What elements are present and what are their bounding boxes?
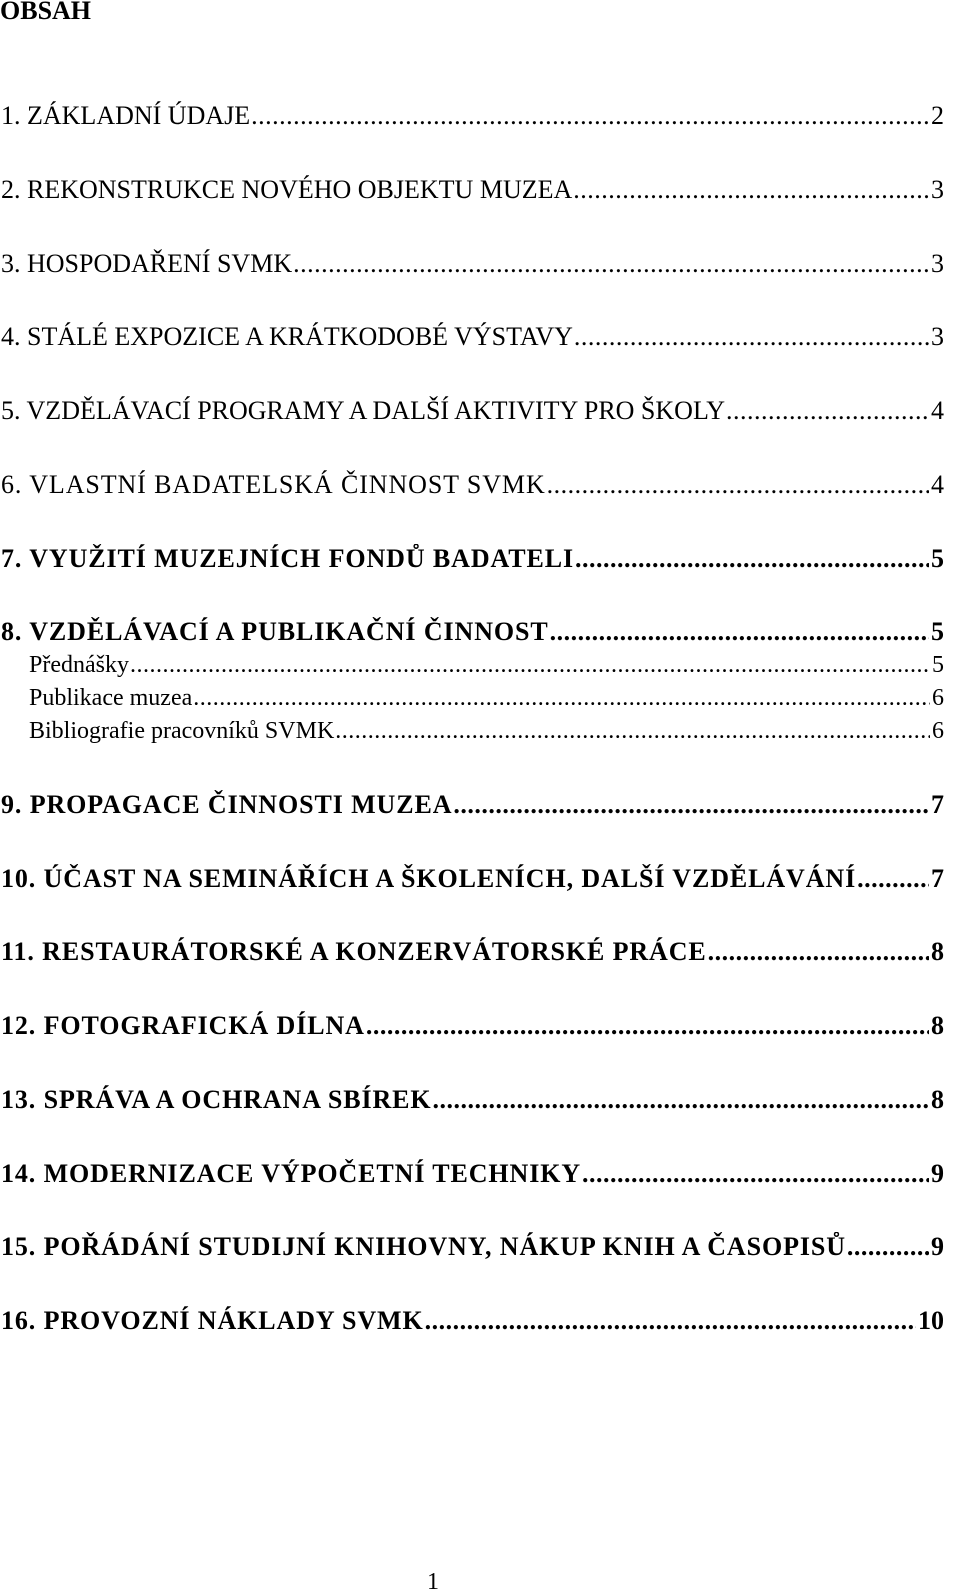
- toc-entry-title: 13. SPRÁVA A OCHRANA SBÍREK: [1, 1085, 432, 1114]
- toc-entry[interactable]: [1, 396, 944, 426]
- toc-entry-page: 9: [931, 1232, 944, 1261]
- toc-entry-page: 3: [931, 322, 944, 351]
- toc-entry-page: 4: [931, 396, 944, 425]
- toc-entry-title: 9. PROPAGACE ČINNOSTI MUZEA: [1, 790, 453, 819]
- dot-leader: [433, 1085, 929, 1115]
- toc-entry-title: 1. ZÁKLADNÍ ÚDAJE: [1, 101, 251, 130]
- toc-entry-page: 7: [931, 864, 944, 893]
- dot-leader: [726, 396, 929, 426]
- dot-leader: [573, 175, 929, 205]
- toc-entry-title: 2. REKONSTRUKCE NOVÉHO OBJEKTU MUZEA: [1, 175, 573, 204]
- toc-entry-page: 5: [931, 617, 944, 646]
- toc-entry[interactable]: [1, 1159, 944, 1189]
- toc-subentry[interactable]: [29, 650, 944, 680]
- toc-subentry[interactable]: [29, 716, 944, 746]
- page-number: 1: [427, 1569, 439, 1595]
- dot-leader: [425, 1306, 916, 1336]
- dot-leader: [847, 1232, 929, 1262]
- toc-entry[interactable]: [1, 322, 944, 352]
- toc-entry-title: Bibliografie pracovníků SVMK: [29, 718, 335, 744]
- toc-entry-page: 5: [932, 652, 944, 678]
- toc-entry[interactable]: [1, 249, 944, 279]
- toc-entry-title: 5. VZDĚLÁVACÍ PROGRAMY A DALŠÍ AKTIVITY PRO ŠKOLY: [1, 396, 726, 425]
- dot-leader: [130, 650, 930, 680]
- toc-entry-title: 11. RESTAURÁTORSKÉ A KONZERVÁTORSKÉ PRÁCE: [1, 937, 707, 966]
- toc-entry-title: 4. STÁLÉ EXPOZICE A KRÁTKODOBÉ VÝSTAVY: [1, 322, 573, 351]
- toc-entry-page: 5: [931, 544, 944, 573]
- dot-leader: [582, 1159, 929, 1189]
- toc-entry-title: 15. POŘÁDÁNÍ STUDIJNÍ KNIHOVNY, NÁKUP KNIH A ČASOPISŮ: [1, 1232, 846, 1261]
- dot-leader: [575, 544, 929, 574]
- toc-entry[interactable]: [1, 175, 944, 205]
- toc-entry[interactable]: [1, 544, 944, 574]
- toc-entry[interactable]: [1, 1306, 944, 1336]
- toc-entry-page: 3: [931, 175, 944, 204]
- toc-entry[interactable]: [1, 864, 944, 894]
- dot-leader: [708, 937, 929, 967]
- dot-leader: [293, 249, 929, 279]
- toc-entry-title: 6. VLASTNÍ BADATELSKÁ ČINNOST SVMK: [1, 470, 546, 499]
- toc-entry-page: 3: [931, 249, 944, 278]
- toc-entry-page: 6: [932, 685, 944, 711]
- toc-entry-title: 14. MODERNIZACE VÝPOČETNÍ TECHNIKY: [1, 1159, 582, 1188]
- toc-entry-title: 16. PROVOZNÍ NÁKLADY SVMK: [1, 1306, 424, 1335]
- toc-subentry[interactable]: [29, 683, 944, 713]
- toc-entry-title: 10. ÚČAST NA SEMINÁŘÍCH A ŠKOLENÍCH, DALŠÍ VZDĚLÁVÁNÍ: [1, 864, 857, 893]
- dot-leader: [550, 617, 929, 647]
- toc-entry-title: 12. FOTOGRAFICKÁ DÍLNA: [1, 1011, 365, 1040]
- toc-entry[interactable]: [1, 790, 944, 820]
- toc-entry[interactable]: [1, 1085, 944, 1115]
- dot-leader: [366, 1011, 929, 1041]
- toc-entry-title: 8. VZDĚLÁVACÍ A PUBLIKAČNÍ ČINNOST: [1, 617, 549, 646]
- toc-entry-title: Přednášky: [29, 652, 129, 678]
- dot-leader: [251, 101, 929, 131]
- toc-entry-page: 10: [918, 1306, 944, 1335]
- toc-entry-title: Publikace muzea: [29, 685, 193, 711]
- toc-entry-page: 9: [931, 1159, 944, 1188]
- toc-entry[interactable]: [1, 1232, 944, 1262]
- toc-entry-page: 6: [932, 718, 944, 744]
- dot-leader: [574, 322, 929, 352]
- toc-entry-page: 8: [931, 937, 944, 966]
- toc-entry[interactable]: [1, 937, 944, 967]
- toc-entry[interactable]: [1, 470, 944, 500]
- toc-entry[interactable]: [1, 1011, 944, 1041]
- dot-leader: [335, 716, 930, 746]
- toc-entry-page: 2: [931, 101, 944, 130]
- toc-entry-page: 4: [931, 470, 944, 499]
- toc-entry[interactable]: [1, 617, 944, 647]
- toc-entry-title: 3. HOSPODAŘENÍ SVMK: [1, 249, 293, 278]
- dot-leader: [547, 470, 929, 500]
- toc-entry-page: 8: [931, 1085, 944, 1114]
- dot-leader: [453, 790, 929, 820]
- dot-leader: [193, 683, 930, 713]
- toc-entry[interactable]: [1, 101, 944, 131]
- toc-entry-page: 7: [931, 790, 944, 819]
- toc-entry-title: 7. VYUŽITÍ MUZEJNÍCH FONDŮ BADATELI: [1, 544, 574, 573]
- toc-heading: OBSAH: [0, 0, 92, 25]
- dot-leader: [857, 864, 929, 894]
- toc-entry-page: 8: [931, 1011, 944, 1040]
